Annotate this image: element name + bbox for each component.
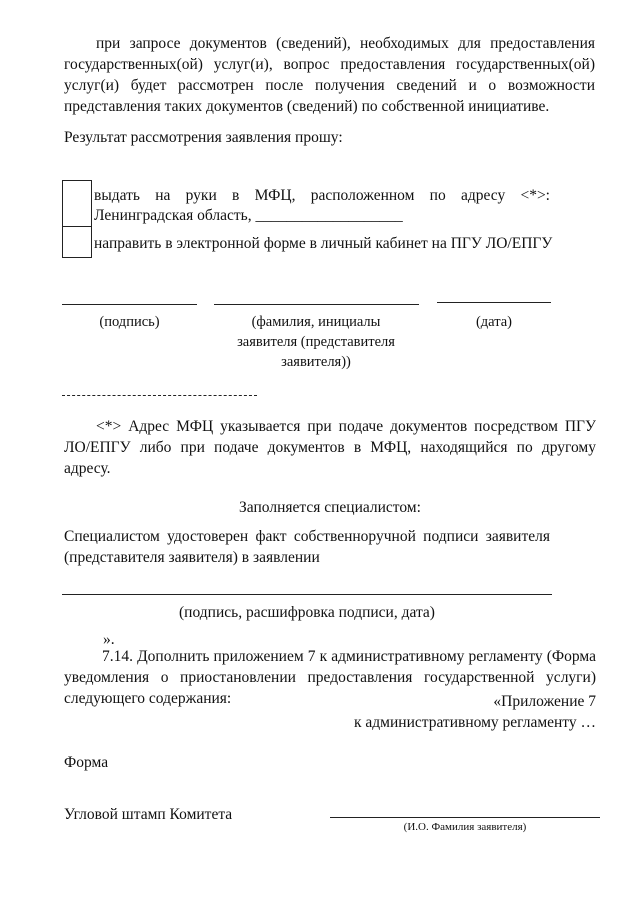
- footnote-separator: [62, 395, 257, 396]
- section-7-14: 7.14. Дополнить приложением 7 к административному регламенту (Форма уведомления о приостановлении предоставления государственной услуги) следующего содержания:: [64, 648, 596, 707]
- corner-stamp-label: Угловой штамп Комитета: [64, 806, 233, 823]
- applicant-name-line: [330, 817, 600, 818]
- specialist-signature-label: (подпись, расшифровка подписи, дата): [179, 604, 435, 621]
- option-electronic-label: направить в электронной форме в личный кабинет на ПГУ ЛО/ЕПГУ: [94, 235, 553, 252]
- signature-label: (подпись): [99, 314, 160, 330]
- appendix-line1: «Приложение 7: [493, 693, 596, 710]
- option-electronic-checkbox[interactable]: [62, 226, 92, 258]
- footnote-text: <*> Адрес МФЦ указывается при подаче документов посредством ПГУ ЛО/ЕПГУ либо при подаче документов в МФЦ, находящийся по другому адресу.: [64, 418, 596, 477]
- specialist-signature-line: [62, 594, 552, 595]
- date-label: (дата): [475, 314, 513, 330]
- option-issue-in-mfc-checkbox[interactable]: [62, 180, 92, 228]
- specialist-text: Специалистом удостоверен факт собственноручной подписи заявителя (представителя заявителя) в заявлении: [64, 528, 550, 566]
- closing-quote: ».: [103, 631, 115, 648]
- date-line: [437, 302, 551, 303]
- applicant-name-caption: (И.О. Фамилия заявителя): [403, 821, 527, 833]
- option-issue-in-mfc-line1: выдать на руки в МФЦ, расположенном по адресу <*>:: [94, 187, 550, 204]
- form-label: Форма: [64, 754, 109, 771]
- applicant-name-label: (фамилия, инициалы заявителя (представителя заявителя)): [237, 314, 395, 370]
- signature-line: [62, 304, 197, 305]
- option-issue-in-mfc-line2: Ленинградская область, ___________________: [94, 207, 403, 224]
- result-heading: Результат рассмотрения заявления прошу:: [64, 129, 343, 146]
- name-line: [214, 304, 419, 305]
- appendix-line2: к административному регламенту …: [354, 714, 596, 731]
- intro-paragraph: при запросе документов (сведений), необходимых для предоставления государственных(ой) услуг(и), вопрос предоставления государственных(ой) услуг(и) будет рассмотрен после получения сведений и о возможности представления таких документов (сведений) по собственной инициативе.: [64, 35, 595, 115]
- specialist-heading: Заполняется специалистом:: [239, 499, 421, 516]
